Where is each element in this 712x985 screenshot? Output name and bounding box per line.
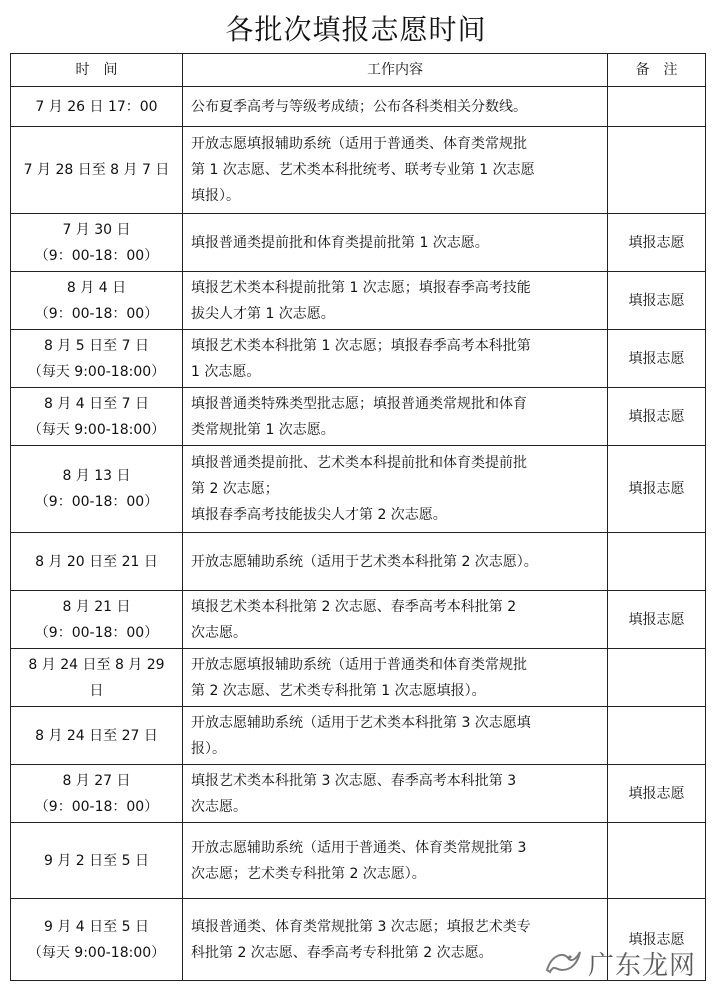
time-line: 7 月 28 日至 8 月 7 日 xyxy=(23,162,170,178)
time-line: 7 月 30 日 xyxy=(62,221,131,238)
watermark-text: 广东龙网 xyxy=(588,950,697,981)
time-line: 8 月 21 日 xyxy=(62,598,131,615)
time-line: （每天 9:00-18:00） xyxy=(27,944,166,961)
cell-time xyxy=(11,823,183,899)
schedule-table xyxy=(10,53,706,981)
cell-note: 填报志愿 xyxy=(608,765,706,823)
cell-content xyxy=(183,707,608,765)
cell-time xyxy=(11,446,183,533)
cell-time xyxy=(11,127,183,214)
header-content: 工作内容 xyxy=(183,54,608,87)
content-line: 填报普通类提前批和体育类提前批第 1 次志愿。 xyxy=(191,234,489,251)
table-row xyxy=(11,591,706,649)
cell-time xyxy=(11,87,183,127)
time-line: （9：00-18：00） xyxy=(34,798,159,815)
time-line: （每天 9:00-18:00） xyxy=(27,421,166,438)
content-line: 开放志愿填报辅助系统（适用于普通类、体育类常规批 xyxy=(191,136,527,152)
content-line: 拔尖人才第 1 次志愿。 xyxy=(191,305,335,322)
cell-content xyxy=(183,823,608,899)
cell-note: 填报志愿 xyxy=(608,446,706,533)
table-row xyxy=(11,765,706,823)
cell-content xyxy=(183,388,608,446)
time-line: （9：00-18：00） xyxy=(34,305,159,322)
time-line: 9 月 2 日至 5 日 xyxy=(44,852,149,869)
cell-note xyxy=(608,127,706,214)
content-line: 填报普通类特殊类型批志愿；填报普通类常规批和体育 xyxy=(191,395,527,412)
table-row xyxy=(11,707,706,765)
cell-note: 填报志愿 xyxy=(608,214,706,272)
cell-content xyxy=(183,330,608,388)
content-line: 开放志愿填报辅助系统（适用于普通类和体育类常规批 xyxy=(191,656,527,673)
content-line: 公布夏季高考与等级考成绩；公布各科类相关分数线。 xyxy=(191,98,527,115)
cell-note xyxy=(608,823,706,899)
cell-note: 填报志愿 xyxy=(608,899,706,981)
table-row xyxy=(11,272,706,330)
table-row xyxy=(11,446,706,533)
content-line: 次志愿；艺术类专科批第 2 次志愿）。 xyxy=(191,865,426,882)
cell-note xyxy=(608,87,706,127)
cell-content xyxy=(183,533,608,591)
cell-content xyxy=(183,214,608,272)
cell-time xyxy=(11,899,183,981)
content-line: 填报艺术类本科批第 2 次志愿、春季高考本科批第 2 xyxy=(191,598,517,615)
cell-time xyxy=(11,591,183,649)
content-line: 科批第 2 次志愿、春季高考专科批第 2 次志愿。 xyxy=(191,944,493,961)
time-line: 8 月 13 日 xyxy=(62,468,131,484)
cell-note xyxy=(608,649,706,707)
content-line: 报）。 xyxy=(191,740,226,757)
time-line: 9 月 4 日至 5 日 xyxy=(44,918,149,935)
cell-time xyxy=(11,533,183,591)
content-line: 第 2 次志愿、艺术类专科批第 1 次志愿填报）。 xyxy=(191,682,486,699)
cell-content xyxy=(183,127,608,214)
content-line: 填报普通类提前批、艺术类本科提前批和体育类提前批 xyxy=(191,455,527,471)
time-line: （9：00-18：00） xyxy=(34,247,159,264)
cell-time xyxy=(11,272,183,330)
time-line: 8 月 5 日至 7 日 xyxy=(44,337,149,354)
content-line: 填报）。 xyxy=(191,188,240,204)
time-line: 8 月 24 日至 27 日 xyxy=(35,727,158,744)
dragon-logo-icon xyxy=(544,948,582,978)
table-row xyxy=(11,388,706,446)
table-row xyxy=(11,533,706,591)
time-line: 8 月 4 日 xyxy=(66,279,127,296)
cell-time xyxy=(11,388,183,446)
cell-note xyxy=(608,533,706,591)
content-line: 填报艺术类本科批第 1 次志愿；填报春季高考本科批第 xyxy=(191,337,531,354)
table-row xyxy=(11,214,706,272)
time-line: 日 xyxy=(89,682,104,699)
time-line: 8 月 27 日 xyxy=(62,772,131,789)
table-header-row xyxy=(11,54,706,87)
cell-content xyxy=(183,272,608,330)
cell-note: 填报志愿 xyxy=(608,388,706,446)
time-line: 8 月 24 日至 8 月 29 xyxy=(28,656,165,673)
content-line: 填报普通类、体育类常规批第 3 次志愿；填报艺术类专 xyxy=(191,918,531,935)
cell-content xyxy=(183,446,608,533)
header-note: 备 注 xyxy=(608,54,706,87)
watermark xyxy=(544,945,704,981)
cell-content xyxy=(183,649,608,707)
content-line: 填报艺术类本科批第 3 次志愿、春季高考本科批第 3 xyxy=(191,772,517,789)
content-line: 次志愿。 xyxy=(191,798,247,815)
cell-content xyxy=(183,87,608,127)
cell-note: 填报志愿 xyxy=(608,330,706,388)
content-line: 类常规批第 1 次志愿。 xyxy=(191,421,335,438)
cell-content xyxy=(183,591,608,649)
content-line: 开放志愿辅助系统（适用于艺术类本科批第 3 次志愿填 xyxy=(191,714,531,731)
content-line: 开放志愿辅助系统（适用于普通类、体育类常规批第 3 xyxy=(191,839,527,856)
cell-time xyxy=(11,214,183,272)
cell-time xyxy=(11,707,183,765)
table-row xyxy=(11,823,706,899)
header-time: 时 间 xyxy=(11,54,183,87)
cell-time xyxy=(11,765,183,823)
time-line: （9：00-18：00） xyxy=(34,624,159,641)
cell-time xyxy=(11,649,183,707)
table-row xyxy=(11,649,706,707)
table-row xyxy=(11,330,706,388)
content-line: 第 1 次志愿、艺术类本科批统考、联考专业第 1 次志愿 xyxy=(191,162,535,178)
time-line: 7 月 26 日 17：00 xyxy=(35,98,158,115)
content-line: 开放志愿辅助系统（适用于艺术类本科批第 2 次志愿）。 xyxy=(191,553,538,570)
content-line: 第 2 次志愿； xyxy=(191,481,279,497)
cell-content xyxy=(183,765,608,823)
cell-time xyxy=(11,330,183,388)
cell-note: 填报志愿 xyxy=(608,591,706,649)
table-row xyxy=(11,87,706,127)
time-line: 8 月 4 日至 7 日 xyxy=(44,395,149,412)
time-line: （每天 9:00-18:00） xyxy=(27,363,166,380)
time-line: 8 月 20 日至 21 日 xyxy=(35,553,158,570)
content-line: 1 次志愿。 xyxy=(191,363,261,380)
cell-note: 填报志愿 xyxy=(608,272,706,330)
table-row xyxy=(11,127,706,214)
time-line: （9：00-18：00） xyxy=(34,494,159,510)
cell-note xyxy=(608,707,706,765)
content-line: 次志愿。 xyxy=(191,624,247,641)
content-line: 填报艺术类本科提前批第 1 次志愿；填报春季高考技能 xyxy=(191,279,531,296)
page-title: 各批次填报志愿时间 xyxy=(225,13,487,46)
content-line: 填报春季高考技能拔尖人才第 2 次志愿。 xyxy=(191,507,447,523)
